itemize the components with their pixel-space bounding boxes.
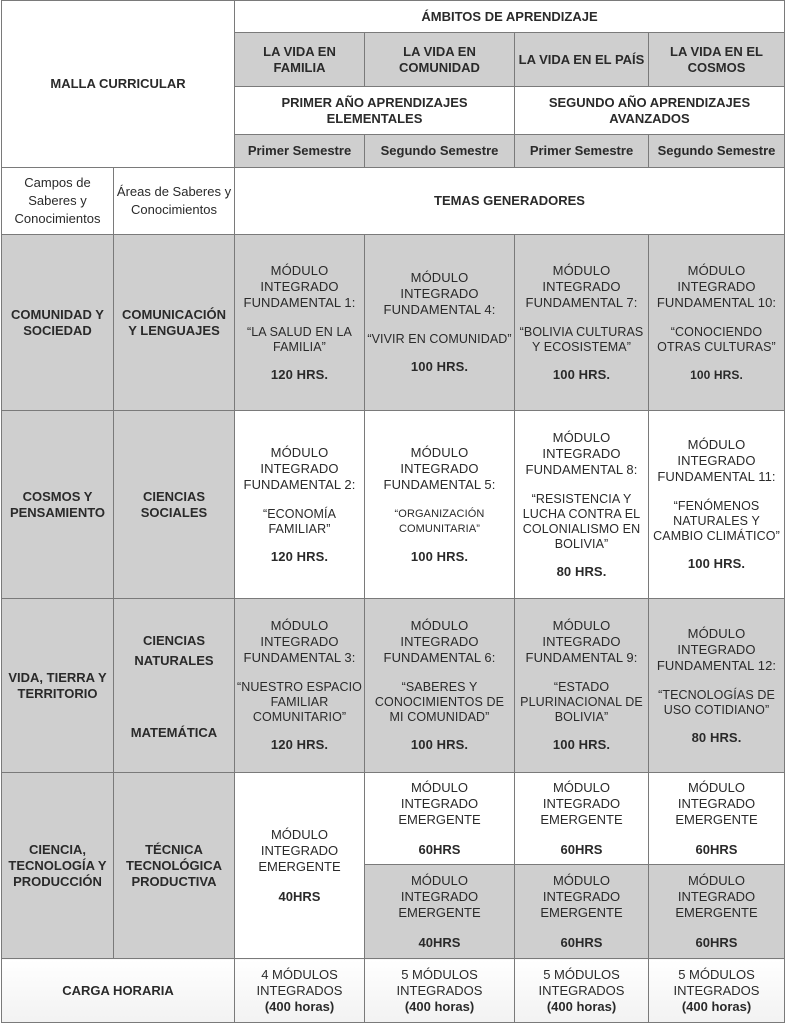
carga-item-2: 5 MÓDULOS INTEGRADOS (400 horas) xyxy=(365,959,515,1023)
modulo-emergente-b: MÓDULO INTEGRADO EMERGENTE 60HRS xyxy=(365,773,515,865)
semestre-3: Primer Semestre xyxy=(515,135,649,168)
horas-label: 100 HRS. xyxy=(410,359,469,374)
horas-label: 40HRS xyxy=(278,888,321,904)
modulo-emergente-f: MÓDULO INTEGRADO EMERGENTE 60HRS xyxy=(515,865,649,959)
modulo-emergente-c: MÓDULO INTEGRADO EMERGENTE 60HRS xyxy=(515,773,649,865)
tema-label: “ESTADO PLURINACIONAL DE BOLIVIA” xyxy=(520,680,643,724)
horas-label: 80 HRS. xyxy=(556,563,607,579)
modulo-fundamental-5: MÓDULO INTEGRADO FUNDAMENTAL 5: “ORGANIZACIÓN COMUNITARIA” 100 HRS. xyxy=(365,411,515,599)
modulo-emergente-e: MÓDULO INTEGRADO EMERGENTE 40HRS xyxy=(365,865,515,959)
carga-item-4: 5 MÓDULOS INTEGRADOS (400 horas) xyxy=(649,959,785,1023)
tema-label: “NUESTRO ESPACIO FAMILIAR COMUNITARIO” xyxy=(237,680,362,724)
carga-item-1: 4 MÓDULOS INTEGRADOS (400 horas) xyxy=(235,959,365,1023)
horas-label: 60HRS xyxy=(418,841,461,857)
carga-item-3: 5 MÓDULOS INTEGRADOS (400 horas) xyxy=(515,959,649,1023)
tema-label: “CONOCIENDO OTRAS CULTURAS” xyxy=(657,324,776,354)
modulo-fundamental-4: MÓDULO INTEGRADO FUNDAMENTAL 4: “VIVIR EN COMUNIDAD” 100 HRS. xyxy=(365,235,515,411)
campo-ciencia-tecnologia-produccion: CIENCIA, TECNOLOGÍA Y PRODUCCIÓN xyxy=(2,773,114,959)
tema-label: “SABERES Y CONOCIMIENTOS DE MI COMUNIDAD” xyxy=(374,680,505,724)
horas-label: 100 HRS. xyxy=(552,737,611,752)
tema-label: “BOLIVIA CULTURAS Y ECOSISTEMA” xyxy=(519,324,644,354)
tema-label: “LA SALUD EN LA FAMILIA” xyxy=(246,324,352,354)
area-ciencias-naturales: CIENCIAS NATURALES xyxy=(134,632,214,668)
horas-label: 100 HRS. xyxy=(690,367,743,382)
area-matematica: MATEMÁTICA xyxy=(130,724,218,740)
tema-label: “TECNOLOGÍAS DE USO COTIDIANO” xyxy=(658,687,775,717)
ambito-comunidad: LA VIDA EN COMUNIDAD xyxy=(365,33,515,87)
horas-label: 80 HRS. xyxy=(691,729,742,745)
modulo-fundamental-3: MÓDULO INTEGRADO FUNDAMENTAL 3: “NUESTRO ESPACIO FAMILIAR COMUNITARIO” 120 HRS. xyxy=(235,599,365,773)
malla-curricular-header: MALLA CURRICULAR xyxy=(2,1,235,168)
segundo-anio-header: SEGUNDO AÑO APRENDIZAJES AVANZADOS xyxy=(515,87,785,135)
campos-header: Campos de Saberes y Conocimientos xyxy=(2,168,114,235)
tema-label: “ORGANIZACIÓN COMUNITARIA” xyxy=(394,507,485,535)
tema-label: “FENÓMENOS NATURALES Y CAMBIO CLIMÁTICO” xyxy=(653,499,780,543)
semestre-4: Segundo Semestre xyxy=(649,135,785,168)
horas-label: 120 HRS. xyxy=(270,737,329,752)
modulo-fundamental-1: MÓDULO INTEGRADO FUNDAMENTAL 1: “LA SALUD EN LA FAMILIA” 120 HRS. xyxy=(235,235,365,411)
modulo-fundamental-10: MÓDULO INTEGRADO FUNDAMENTAL 10: “CONOCIENDO OTRAS CULTURAS” 100 HRS. xyxy=(649,235,785,411)
carga-horaria-label: CARGA HORARIA xyxy=(2,959,235,1023)
modulo-fundamental-9: MÓDULO INTEGRADO FUNDAMENTAL 9: “ESTADO PLURINACIONAL DE BOLIVIA” 100 HRS. xyxy=(515,599,649,773)
ambito-pais: LA VIDA EN EL PAÍS xyxy=(515,33,649,87)
horas-label: 120 HRS. xyxy=(270,366,329,382)
horas-label: 60HRS xyxy=(695,841,738,857)
area-ciencias-sociales: CIENCIAS SOCIALES xyxy=(114,411,235,599)
campo-cosmos-pensamiento: COSMOS Y PENSAMIENTO xyxy=(2,411,114,599)
semestre-1: Primer Semestre xyxy=(235,135,365,168)
tema-label: “ECONOMÍA FAMILIAR” xyxy=(262,506,337,536)
horas-label: 60HRS xyxy=(695,934,738,950)
campo-comunidad-sociedad: COMUNIDAD Y SOCIEDAD xyxy=(2,235,114,411)
campo-vida-tierra-territorio: VIDA, TIERRA Y TERRITORIO xyxy=(2,599,114,773)
modulo-fundamental-8: MÓDULO INTEGRADO FUNDAMENTAL 8: “RESISTENCIA Y LUCHA CONTRA EL COLONIALISMO EN BOLIVIA” 80 HRS. xyxy=(515,411,649,599)
primer-anio-header: PRIMER AÑO APRENDIZAJES ELEMENTALES xyxy=(235,87,515,135)
ambito-cosmos: LA VIDA EN EL COSMOS xyxy=(649,33,785,87)
modulo-fundamental-12: MÓDULO INTEGRADO FUNDAMENTAL 12: “TECNOLOGÍAS DE USO COTIDIANO” 80 HRS. xyxy=(649,599,785,773)
semestre-2: Segundo Semestre xyxy=(365,135,515,168)
tema-label: “VIVIR EN COMUNIDAD” xyxy=(367,332,512,346)
modulo-fundamental-7: MÓDULO INTEGRADO FUNDAMENTAL 7: “BOLIVIA CULTURAS Y ECOSISTEMA” 100 HRS. xyxy=(515,235,649,411)
ambito-familia: LA VIDA EN FAMILIA xyxy=(235,33,365,87)
horas-label: 60HRS xyxy=(560,934,603,950)
modulo-fundamental-6: MÓDULO INTEGRADO FUNDAMENTAL 6: “SABERES Y CONOCIMIENTOS DE MI COMUNIDAD” 100 HRS. xyxy=(365,599,515,773)
areas-naturales-matematica xyxy=(114,599,235,773)
modulo-emergente-g: MÓDULO INTEGRADO EMERGENTE 60HRS xyxy=(649,865,785,959)
horas-label: 100 HRS. xyxy=(410,548,469,564)
area-tecnica-tecnologica-productiva: TÉCNICA TECNOLÓGICA PRODUCTIVA xyxy=(114,773,235,959)
modulo-emergente-a: MÓDULO INTEGRADO EMERGENTE 40HRS xyxy=(235,773,365,959)
areas-header: Áreas de Saberes y Conocimientos xyxy=(114,168,235,235)
temas-generadores-header: TEMAS GENERADORES xyxy=(235,168,785,235)
modulo-fundamental-11: MÓDULO INTEGRADO FUNDAMENTAL 11: “FENÓMENOS NATURALES Y CAMBIO CLIMÁTICO” 100 HRS. xyxy=(649,411,785,599)
horas-label: 40HRS xyxy=(418,934,461,950)
horas-label: 120 HRS. xyxy=(270,548,329,564)
curriculum-grid-table xyxy=(1,0,785,1023)
horas-label: 100 HRS. xyxy=(552,366,611,382)
modulo-emergente-d: MÓDULO INTEGRADO EMERGENTE 60HRS xyxy=(649,773,785,865)
horas-label: 60HRS xyxy=(560,841,603,857)
area-comunicacion-lenguajes: COMUNICACIÓN Y LENGUAJES xyxy=(114,235,235,411)
tema-label: “RESISTENCIA Y LUCHA CONTRA EL COLONIALISMO EN BOLIVIA” xyxy=(522,491,641,551)
horas-label: 100 HRS. xyxy=(687,556,746,571)
horas-label: 100 HRS. xyxy=(410,737,469,752)
modulo-fundamental-2: MÓDULO INTEGRADO FUNDAMENTAL 2: “ECONOMÍA FAMILIAR” 120 HRS. xyxy=(235,411,365,599)
ambitos-header: ÁMBITOS DE APRENDIZAJE xyxy=(235,1,785,33)
